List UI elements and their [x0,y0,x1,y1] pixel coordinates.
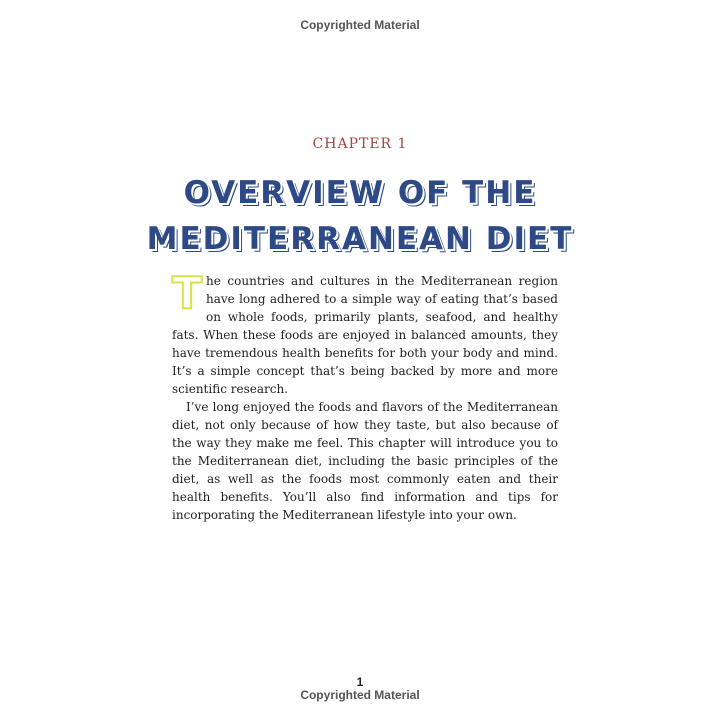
chapter-title [0,170,720,262]
copyright-notice-bottom: Copyrighted Material [300,688,420,702]
paragraph-2: I’ve long enjoyed the foods and flavors of the Mediterranean diet, not only because of how they taste, but also because of the way they make me feel. This chapter will introduce you to the Mediterranean diet, including the basic principles of the diet, as well as the foods most commonly eaten and their health benefits. You’ll also find information and tips for incorporating the Mediterranean lifestyle into your own. [172,400,558,522]
chapter-label: CHAPTER 1 [312,136,408,152]
chapter-title-line-2: MEDITERRANEAN DIET [146,221,574,257]
drop-cap: T [172,268,203,319]
paragraph-1 [172,268,558,398]
chapter-body [172,268,558,524]
chapter-title-line-1: OVERVIEW OF THE [183,175,537,211]
paragraph-1-text: he countries and cultures in the Mediterranean region have long adhered to a simple way of eating that’s based on whole foods, primarily plants, seafood, and healthy fats. When these foods are enjoyed in balanced amounts, they have tremendous health benefits for both your body and mind. It’s a simple concept that’s being backed by more and more scientific research. [172,274,558,396]
copyright-notice-top: Copyrighted Material [300,18,420,32]
page-number: 1 [356,675,364,689]
